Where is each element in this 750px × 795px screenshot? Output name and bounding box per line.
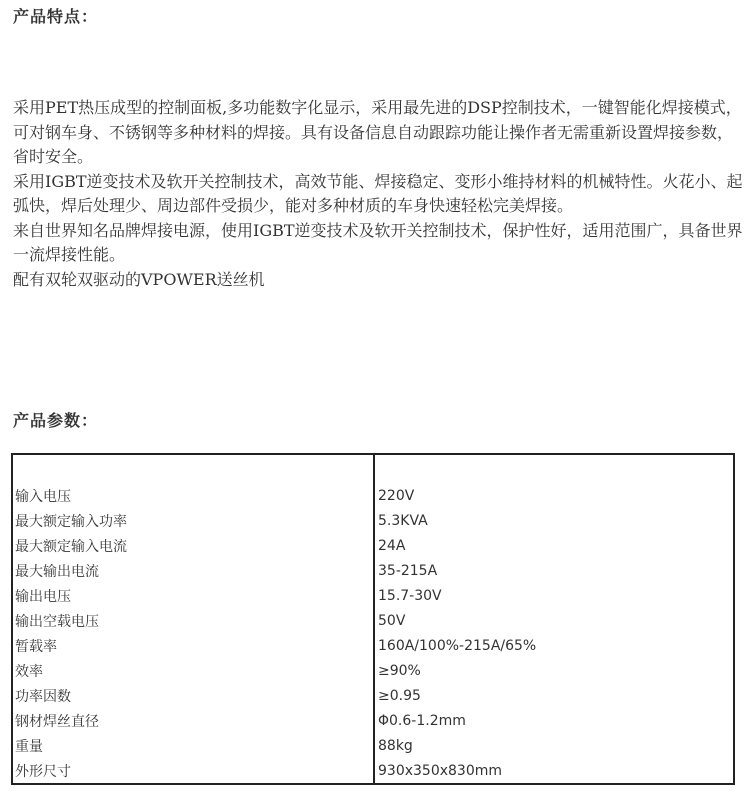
spec-name: 输入电压 <box>12 483 374 508</box>
table-row <box>12 708 734 733</box>
table-row <box>12 558 734 583</box>
spec-value: 35-215A <box>378 562 438 579</box>
spec-value: 88kg <box>378 737 413 754</box>
table-row <box>12 583 734 608</box>
spec-name: 输出空载电压 <box>12 608 374 633</box>
features-title: 产品特点： <box>13 7 99 26</box>
table-row <box>12 733 734 758</box>
table-header-row <box>12 454 734 483</box>
spec-value: 5.3KVA <box>378 512 428 529</box>
table-row <box>12 633 734 658</box>
table-row <box>12 758 734 784</box>
spec-name: 重量 <box>12 733 374 758</box>
table-row <box>12 533 734 558</box>
table-row <box>12 683 734 708</box>
spec-value: Φ0.6-1.2mm <box>378 712 466 729</box>
spec-name: 外形尺寸 <box>12 758 374 784</box>
table-row <box>12 483 734 508</box>
spec-value: 15.7-30V <box>378 587 442 604</box>
spec-name: 最大额定输入电流 <box>12 533 374 558</box>
spec-header-cell <box>12 454 374 483</box>
feature-paragraph: 配有双轮双驱动的VPOWER送丝机 <box>13 269 265 289</box>
spec-value: 220V <box>378 487 415 504</box>
spec-value: 50V <box>378 612 406 629</box>
spec-name: 输出电压 <box>12 583 374 608</box>
spec-value: ≥0.95 <box>378 687 421 704</box>
spec-value: 160A/100%-215A/65% <box>378 637 537 654</box>
spec-name: 效率 <box>12 658 374 683</box>
spec-name: 暂载率 <box>12 633 374 658</box>
feature-paragraph: 采用PET热压成型的控制面板,多功能数字化显示，采用最先进的DSP控制技术，一键智能化焊接模式，可对钢车身、不锈钢等多种材料的焊接。具有设备信息自动跟踪功能让操作者无需重新设置焊接参数，省时安全。 <box>13 98 742 166</box>
spec-name: 最大输出电流 <box>12 558 374 583</box>
spec-value: ≥90% <box>378 662 421 679</box>
spec-name: 功率因数 <box>12 683 374 708</box>
spec-value: 930x350x830mm <box>378 762 503 779</box>
table-row <box>12 608 734 633</box>
spec-value: 24A <box>378 537 406 554</box>
feature-paragraph: 采用IGBT逆变技术及软开关控制技术，高效节能、焊接稳定、变形小维持材料的机械特性。火花小、起弧快，焊后处理少、周边部件受损少，能对多种材质的车身快速轻松完美焊接。 <box>13 171 743 215</box>
table-row <box>12 658 734 683</box>
params-title: 产品参数： <box>13 411 99 430</box>
feature-paragraph: 来自世界知名品牌焊接电源，使用IGBT逆变技术及软开关控制技术，保护性好，适用范围广，具备世界一流焊接性能。 <box>13 220 743 264</box>
spec-header-cell <box>374 454 734 483</box>
spec-name: 最大额定输入功率 <box>12 508 374 533</box>
features-text <box>13 96 743 292</box>
spec-name: 钢材焊丝直径 <box>12 708 374 733</box>
spec-table <box>11 453 735 785</box>
table-row <box>12 508 734 533</box>
